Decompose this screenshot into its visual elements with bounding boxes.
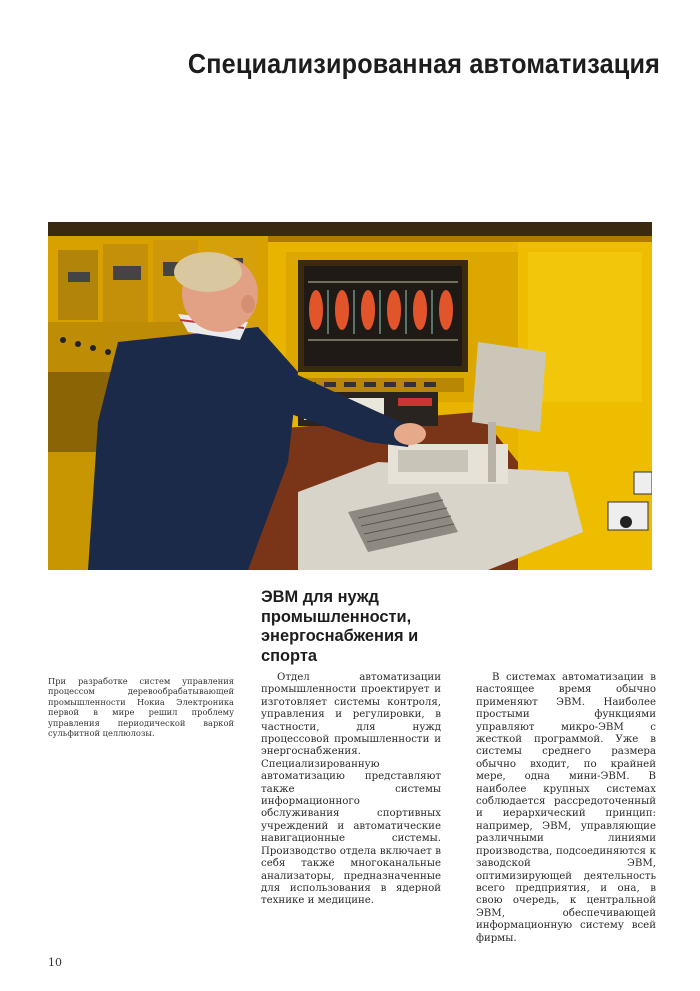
- page-number: 10: [48, 956, 62, 969]
- article-column-1: [261, 672, 441, 908]
- photo-caption: При разработке систем управления процессом деревообрабатывающей промышленности Нокиа Электроника первой в мире решил проблему управления периодической варкой сульфитной целлюлозы.: [48, 676, 234, 739]
- page-title: Специализированная автоматизация: [187, 48, 660, 79]
- control-room-photo: [48, 222, 652, 570]
- paragraph: В системах автоматизации в настоящее время обычно применяют ЭВМ. Наиболее простыми функциями управляют микро-ЭВМ с жесткой программой. Уже в системы среднего размера обычно входит, по крайней мере, одна мини-ЭВМ. В наиболее крупных системах соблюдается рассредоточенный и иерархический принцип: например, ЭВМ, управляющие различными линиями производства, подсоединяются к заводской ЭВМ, оптимизирующей деятельность всего предприятия, и она, в свою очередь, к центральной ЭВМ, обеспечивающей информационную систему всей фирмы.: [476, 672, 656, 944]
- paragraph: Отдел автоматизации промышленности проектирует и изготовляет системы контроля, управления и регулировки, в частности, для нужд процессовой промышленности и энергоснабжения. Специализированную автоматизацию представляют также системы информационного обслуживания спортивных учреждений и автоматические навигационные системы. Производство отдела включает в себя также многоканальные анализаторы, предназначенные для использования в ядерной технике и медицине.: [261, 672, 441, 907]
- article-column-2: [476, 672, 656, 945]
- article-heading: ЭВМ для нужд промышленности, энергоснабжения и спорта: [261, 588, 419, 665]
- process-display-screen: [298, 260, 468, 372]
